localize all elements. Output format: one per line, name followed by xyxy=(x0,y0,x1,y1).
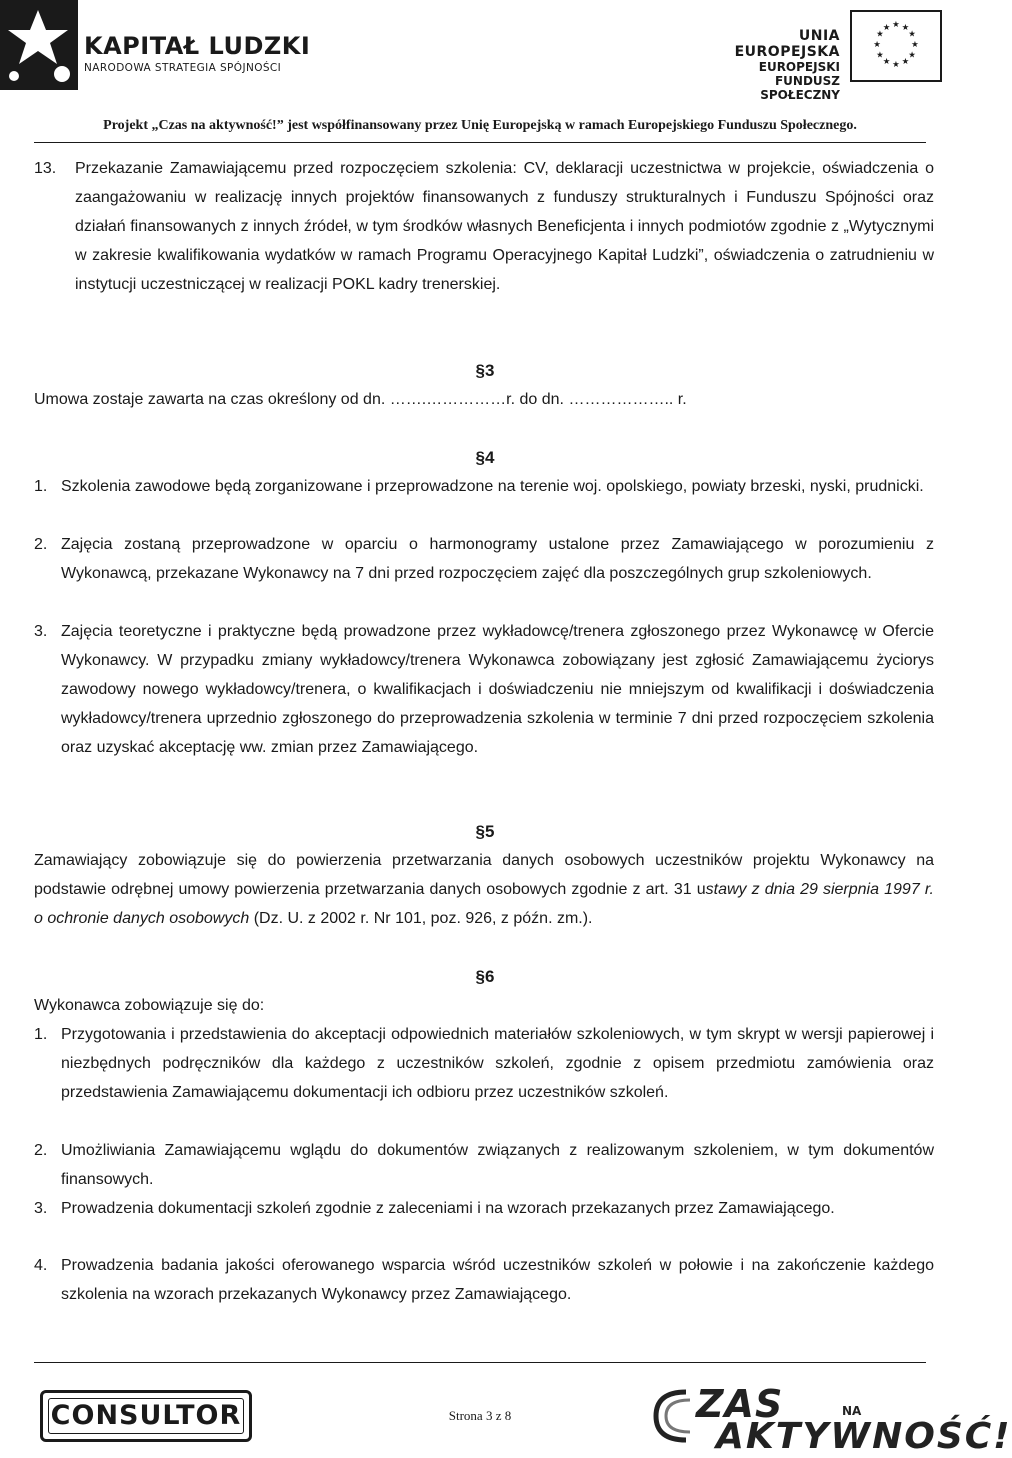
section-4-heading: §4 xyxy=(475,448,495,467)
svg-text:★: ★ xyxy=(911,39,919,50)
section-6-heading: §6 xyxy=(475,967,495,986)
eu-line1: UNIA EUROPEJSKA xyxy=(734,28,840,60)
eu-line2: EUROPEJSKI xyxy=(758,60,840,74)
svg-text:★: ★ xyxy=(876,29,884,40)
page-number: Strona 3 z 8 xyxy=(448,1408,512,1423)
s6-item4-number: 4. xyxy=(34,1257,48,1274)
logo-subtitle: NARODOWA STRATEGIA SPÓJNOŚCI xyxy=(84,62,282,74)
s6-item3-text: Prowadzenia dokumentacji szkoleń zgodnie z zaleceniami i na wzorach przekazanych przez Zamawiającego. xyxy=(61,1200,835,1217)
svg-text:★: ★ xyxy=(876,50,884,61)
eu-logo xyxy=(702,10,942,102)
logo-title: KAPITAŁ LUDZKI xyxy=(84,32,311,60)
eu-flag-icon xyxy=(850,10,942,82)
svg-text:★: ★ xyxy=(901,22,910,33)
czas-logo-na: NA xyxy=(842,1404,862,1418)
section-6-intro: Wykonawca zobowiązuje się do: xyxy=(34,997,265,1014)
project-cofinancing-line: Projekt „Czas na aktywność!” jest współfinansowany przez Unię Europejską w ramach Europejskiego Funduszu Społecznego. xyxy=(103,118,857,133)
svg-text:★: ★ xyxy=(892,20,900,31)
s4-item3-number: 3. xyxy=(34,623,48,640)
svg-text:★: ★ xyxy=(882,22,891,33)
s6-item2-number: 2. xyxy=(34,1142,48,1159)
page-header xyxy=(0,0,960,140)
section-3-text: Umowa zostaje zawarta na czas określony od dn. …….……………r. do dn. ……………….. r. xyxy=(34,391,687,408)
bracket-mark-icon xyxy=(646,1386,696,1446)
s4-item1-number: 1. xyxy=(34,478,48,495)
item13-text: Przekazanie Zamawiającemu przed rozpoczęciem szkolenia: CV, deklaracji uczestnictwa w projekcie, oświadczenia o zaangażowaniu w realizację innych projektów finansowanych z funduszy strukturalnych i Funduszu Spójności oraz działań finansowanych z innych źródeł, w tym środków własnych Beneficjenta i innych podmiotów zgodnie z „Wytycznymi w zakresie kwalifikowania wydatków w ramach Programu Operacyjnego Kapitał Ludzki”, oświadczenia o zatrudnieniu w instytucji uczestniczącej w realizacji POKL kadry trenerskiej. xyxy=(75,160,934,293)
s6-item1-number: 1. xyxy=(34,1026,48,1043)
section-5-heading: §5 xyxy=(475,822,495,841)
s6-item4-text: Prowadzenia badania jakości oferowanego wsparcia wśród uczestników szkoleń w połowie i na zakończenie każdego szkolenia na wzorach przekazanych Wykonawcy przez Zamawiającego. xyxy=(61,1257,934,1303)
eu-line3: FUNDUSZ SPOŁECZNY xyxy=(760,74,840,102)
s4-item1-text: Szkolenia zawodowe będą zorganizowane i przeprowadzone na terenie woj. opolskiego, powiaty brzeski, nyski, prudnicki. xyxy=(61,478,924,495)
consultor-logo-text: CONSULTOR xyxy=(50,1400,242,1431)
kapital-ludzki-star-icon xyxy=(0,0,78,90)
svg-text:★: ★ xyxy=(908,29,916,40)
section-3-heading: §3 xyxy=(475,361,495,380)
s4-item3-text: Zajęcia teoretyczne i praktyczne będą prowadzone przez wykładowcę/trenera zgłoszonego przez Wykonawcę w Ofercie Wykonawcy. W przypadku zmiany wykładowcy/trenera Wykonawca zobowiązany jest zgłosić Zamawiającemu życiorys zawodowy nowego wykładowcy/trenera, o kwalifikacjach i doświadczeniu nie mniejszym od kwalifikacji i doświadczenia wykładowcy/trenera uprzednio zgłoszonego do przeprowadzenia szkolenia w terminie 7 dni przed rozpoczęciem szkolenia oraz uzyskać akceptację ww. zmian przez Zamawiającego. xyxy=(61,623,934,756)
svg-text:★: ★ xyxy=(882,56,891,67)
czas-logo-bottom: AKTYWNOŚĆ! xyxy=(716,1416,1012,1457)
s4-item2-text: Zajęcia zostaną przeprowadzone w oparciu o harmonogramy ustalone przez Zamawiającego w porozumieniu z Wykonawcą, przekazane Wykonawcy na 7 dni przed rozpoczęciem zajęć dla poszczególnych grup szkoleniowych. xyxy=(61,536,934,582)
svg-text:★: ★ xyxy=(901,56,910,67)
header-divider xyxy=(34,142,926,143)
s6-item2-text: Umożliwiania Zamawiającemu wglądu do dokumentów związanych z realizowanym szkoleniem, w tym dokumentów finansowych. xyxy=(61,1142,934,1188)
svg-text:★: ★ xyxy=(892,59,900,70)
section-5-text: Zamawiający zobowiązuje się do powierzenia przetwarzania danych osobowych uczestników projektu Wykonawcy na podstawie odrębnej umowy powierzenia przetwarzania danych osobowych zgodnie z art. 31 ustawy z dnia 29 sierpnia 1997 r. o ochronie danych osobowych (Dz. U. z 2002 r. Nr 101, poz. 926, z późn. zm.). xyxy=(34,852,934,927)
czas-na-aktywnosc-logo xyxy=(632,1378,1012,1458)
act-title: stawy z dnia 29 sierpnia 1997 r. o ochronie danych osobowych xyxy=(34,881,934,927)
s6-item3-number: 3. xyxy=(34,1200,48,1217)
s4-item2-number: 2. xyxy=(34,536,48,553)
kapital-ludzki-logo xyxy=(0,0,311,100)
svg-text:★: ★ xyxy=(873,39,881,50)
s6-item1-text: Przygotowania i przedstawienia do akceptacji odpowiednich materiałów szkoleniowych, w tym skrypt w wersji papierowej i niezbędnych podręczników dla każdego z uczestników szkoleń, zgodnie z opisem przedmiotu zamówienia oraz przedstawienia Zamawiającemu dokumentacji ich odbioru przez uczestników szkoleń. xyxy=(61,1026,934,1101)
czas-logo-top: ZAS xyxy=(696,1382,784,1426)
footer-divider xyxy=(34,1362,926,1363)
item13-number: 13. xyxy=(34,160,57,177)
svg-text:★: ★ xyxy=(908,50,916,61)
